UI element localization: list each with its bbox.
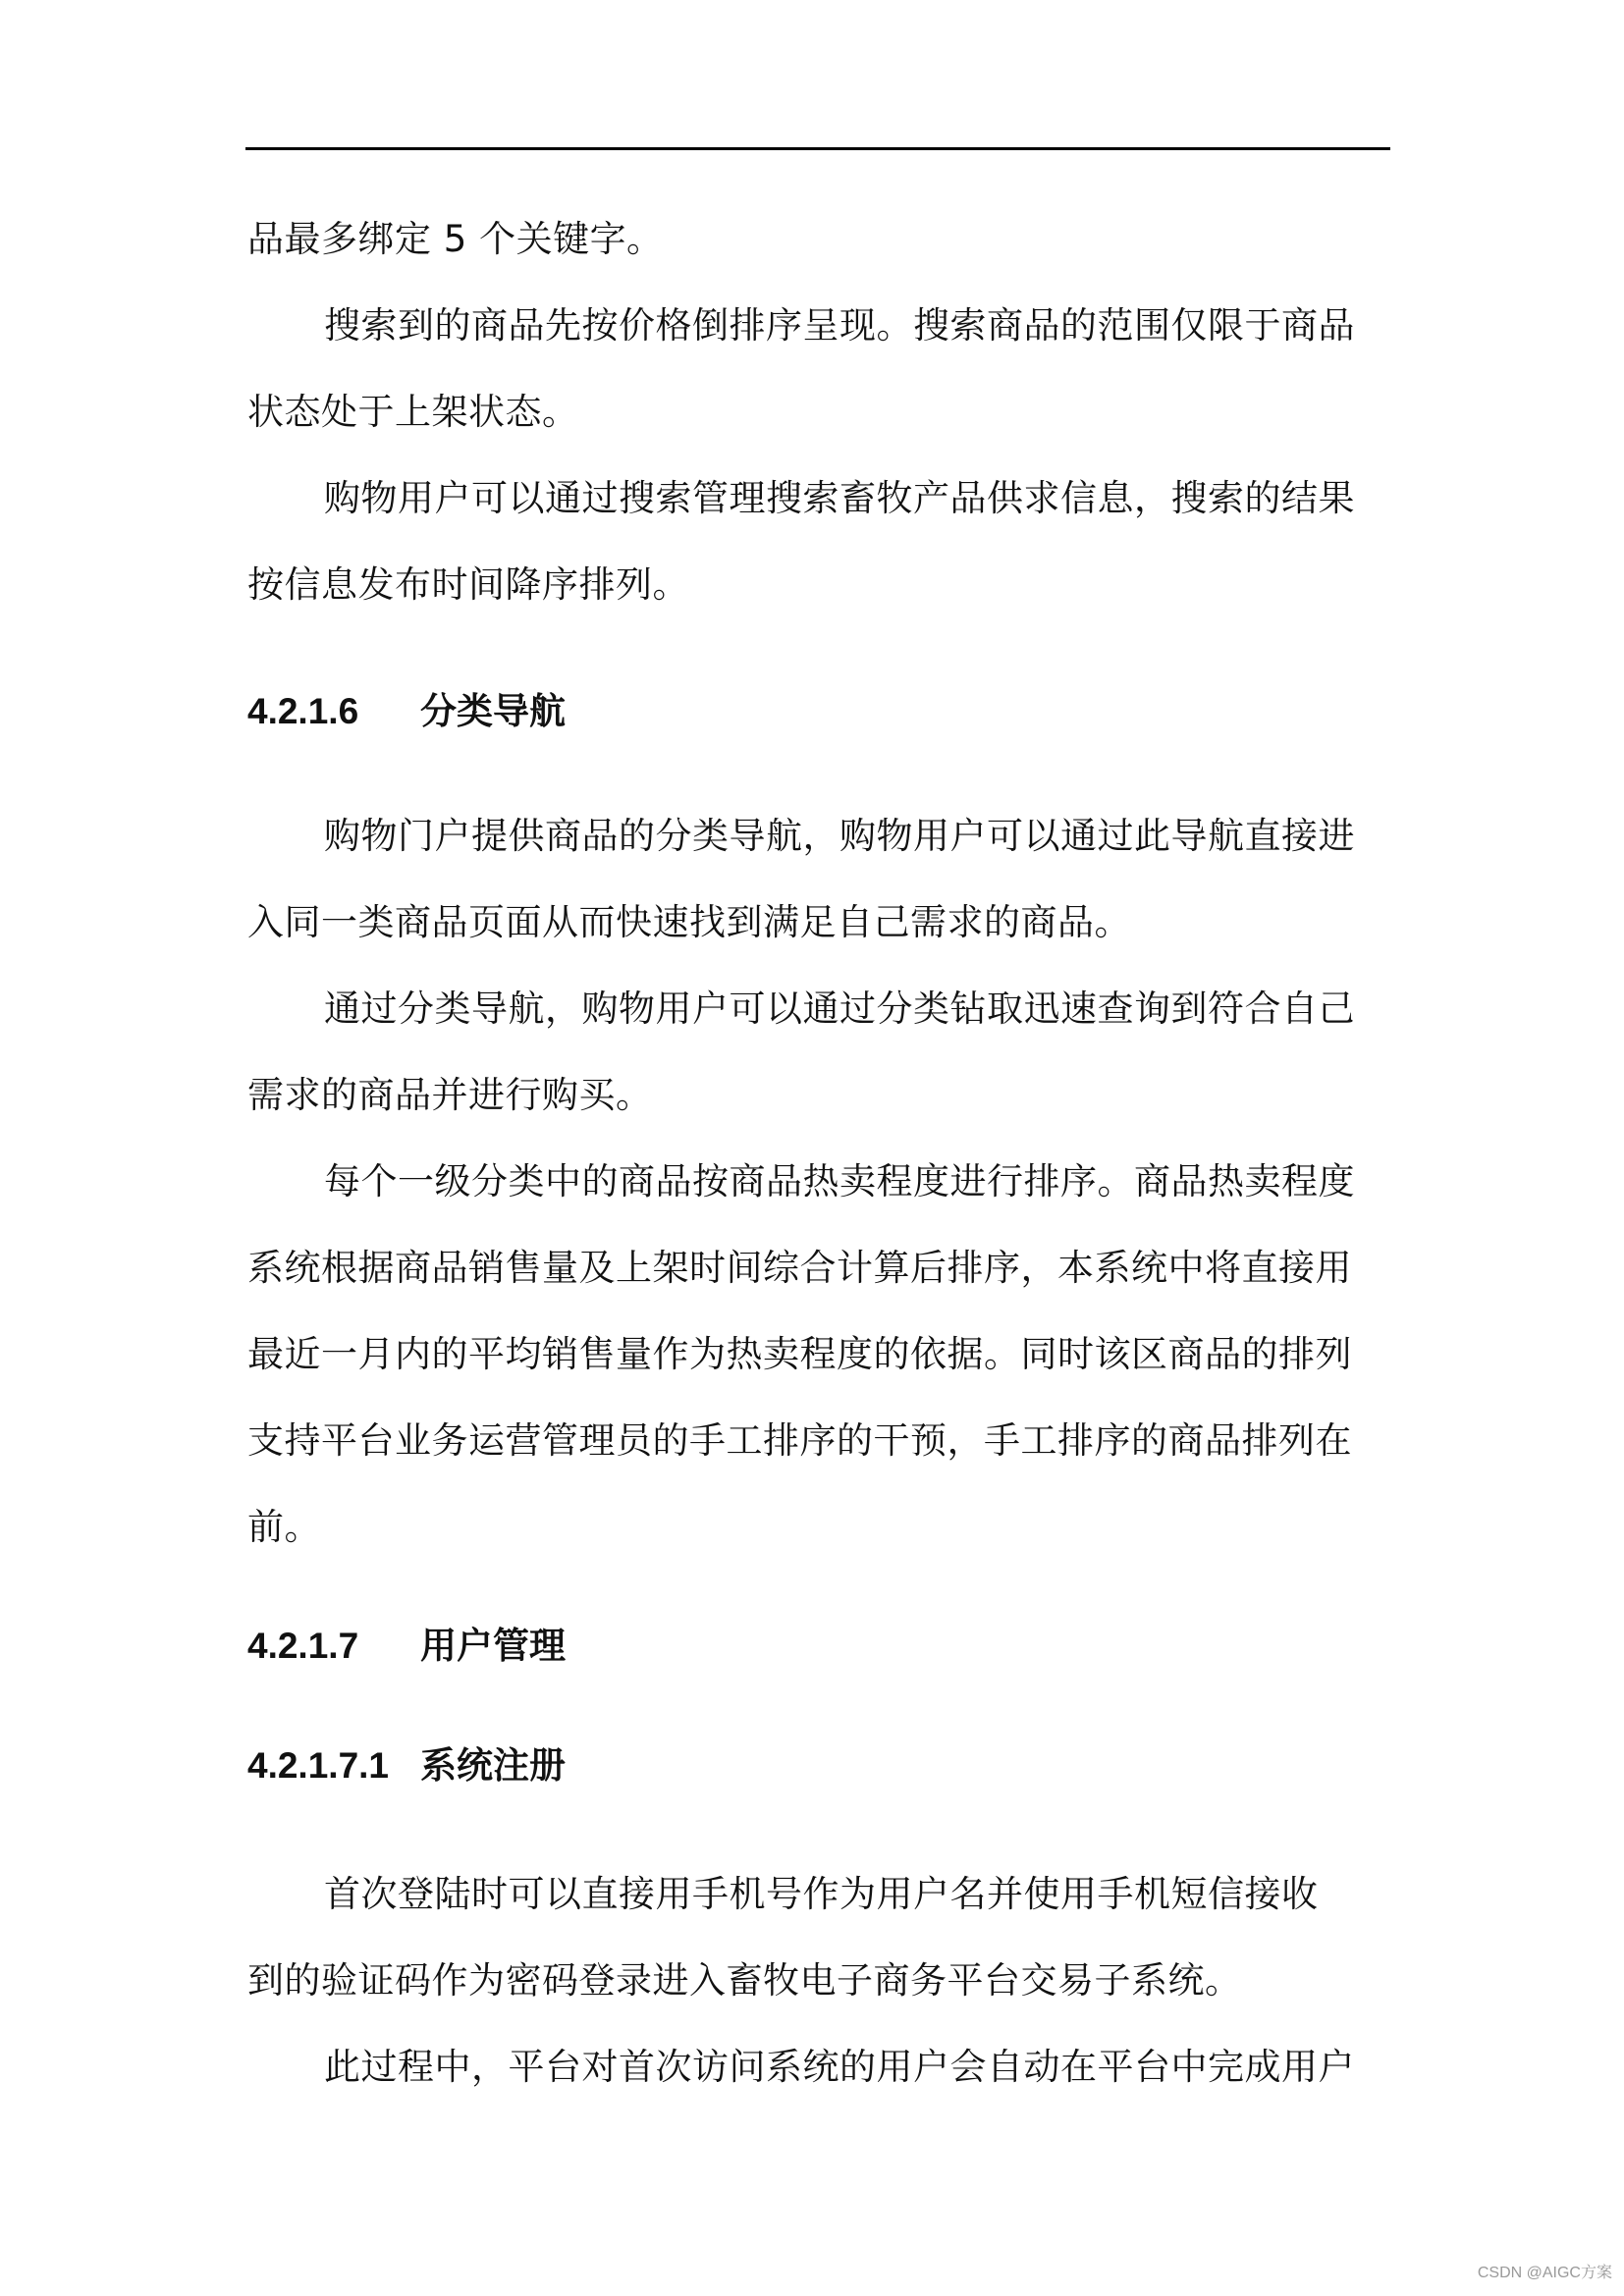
heading-number: 4.2.1.7.1 [247, 1745, 390, 1786]
paragraph-line: 此过程中，平台对首次访问系统的用户会自动在平台中完成用户 [324, 2046, 1355, 2088]
heading-title: 用户管理 [420, 1625, 566, 1667]
paragraph-line: 到的验证码作为密码登录进入畜牧电子商务平台交易子系统。 [247, 1959, 1242, 2002]
paragraph-line: 前。 [247, 1506, 321, 1548]
paragraph-line: 每个一级分类中的商品按商品热卖程度进行排序。商品热卖程度 [324, 1160, 1355, 1202]
paragraph-line: 购物门户提供商品的分类导航，购物用户可以通过此导航直接进 [324, 815, 1355, 857]
section-heading-4-2-1-6 [247, 690, 566, 733]
paragraph-line: 入同一类商品页面从而快速找到满足自己需求的商品。 [247, 901, 1131, 943]
section-heading-4-2-1-7-1 [247, 1744, 566, 1788]
header-rule [245, 147, 1390, 150]
paragraph-line: 需求的商品并进行购买。 [247, 1074, 653, 1116]
paragraph-line: 首次登陆时可以直接用手机号作为用户名并使用手机短信接收 [324, 1873, 1319, 1915]
heading-number: 4.2.1.6 [247, 691, 359, 731]
paragraph-line: 通过分类导航，购物用户可以通过分类钻取迅速查询到符合自己 [324, 988, 1355, 1030]
section-heading-4-2-1-7 [247, 1625, 566, 1668]
paragraph-line: 状态处于上架状态。 [247, 391, 579, 433]
paragraph-line: 搜索到的商品先按价格倒排序呈现。搜索商品的范围仅限于商品 [324, 304, 1355, 347]
paragraph-line: 最近一月内的平均销售量作为热卖程度的依据。同时该区商品的排列 [247, 1333, 1352, 1375]
paragraph-line: 购物用户可以通过搜索管理搜索畜牧产品供求信息，搜索的结果 [324, 477, 1355, 519]
heading-title: 系统注册 [420, 1744, 566, 1787]
paragraph-line: 按信息发布时间降序排列。 [247, 563, 689, 606]
heading-number: 4.2.1.7 [247, 1626, 359, 1666]
watermark-text: CSDN @AIGC方案 [1477, 2265, 1612, 2281]
paragraph-line: 系统根据商品销售量及上架时间综合计算后排序，本系统中将直接用 [247, 1247, 1352, 1289]
paragraph-line: 品最多绑定 5 个关键字。 [247, 218, 664, 260]
paragraph-line: 支持平台业务运营管理员的手工排序的干预，手工排序的商品排列在 [247, 1419, 1352, 1462]
heading-title: 分类导航 [420, 690, 566, 732]
